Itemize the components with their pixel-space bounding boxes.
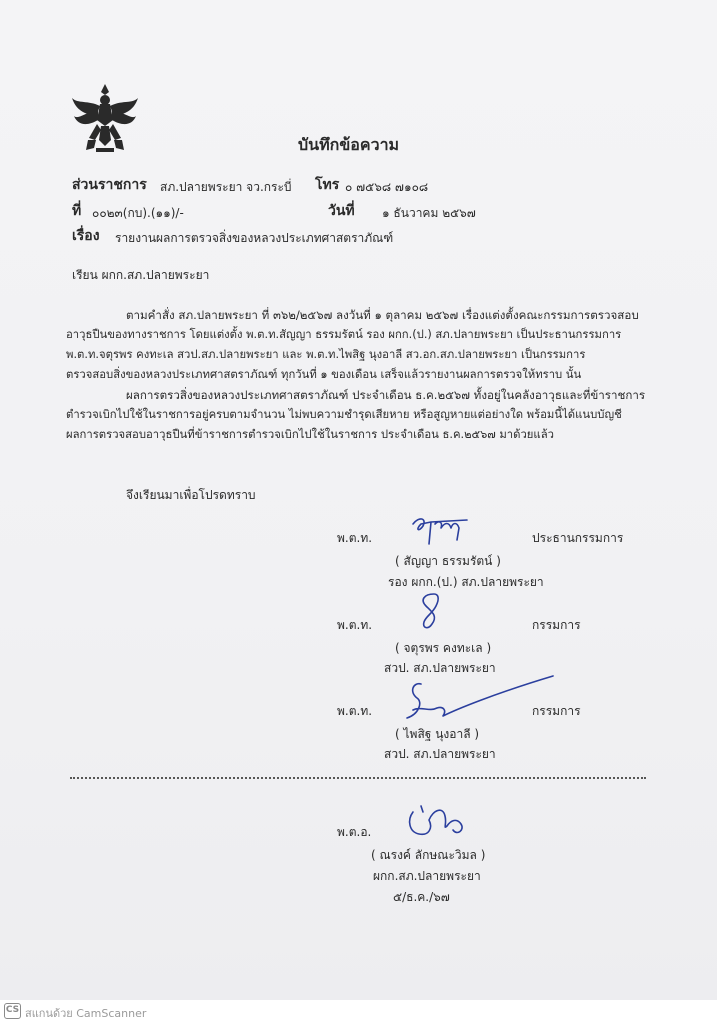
signatory-rank: พ.ต.ท. [337,704,373,718]
subject-label: เรื่อง [72,228,100,244]
ref-value: ๐๐๒๓(กบ).(๑๑)/- [92,206,184,220]
dotted-separator [70,777,646,779]
garuda-emblem-icon [70,80,140,155]
camscanner-watermark: สแกนด้วย CamScanner [25,1007,147,1020]
closing-line: จึงเรียนมาเพื่อโปรดทราบ [126,488,256,502]
signatory-position: รอง ผกก.(ป.) สภ.ปลายพระยา [388,575,544,589]
ref-label: ที่ [72,203,82,219]
salutation: เรียน ผกก.สภ.ปลายพระยา [72,268,210,282]
signatory-name: ( สัญญา ธรรมรัตน์ ) [395,554,501,568]
body-line: อาวุธปืนของทางราชการ โดยแต่งตั้ง พ.ต.ท.สัญญา ธรรมรัตน์ รอง ผกก.(ป.) สภ.ปลายพระยา เป็นประธานกรรมการ [66,328,622,341]
signature-member-2 [393,672,558,730]
signatory-role: กรรมการ [532,704,581,718]
signatory-position: สวป. สภ.ปลายพระยา [384,661,496,675]
approver-name: ( ณรงค์ ลักษณะวิมล ) [371,848,486,862]
agency-value: สภ.ปลายพระยา จว.กระบี่ [160,180,292,194]
signature-chairman [405,510,475,550]
approver-rank: พ.ต.อ. [337,825,372,839]
signatory-rank: พ.ต.ท. [337,531,373,545]
phone-value: ๐ ๗๕๖๘ ๗๑๐๘ [345,180,429,194]
approver-position: ผกก.สภ.ปลายพระยา [373,869,481,883]
signature-approver [403,798,469,842]
subject-value: รายงานผลการตรวจสิ่งของหลวงประเภทศาสตราภัณฑ์ [115,231,394,245]
body-line: ตำรวจเบิกไปใช้ในราชการอยู่ครบตามจำนวน ไม่พบความชำรุดเสียหาย หรือสูญหายแต่อย่างใด พร้อมนี้ได้แนบบัญชี [66,408,622,421]
signatory-role: กรรมการ [532,618,581,632]
camscanner-logo-icon: CS [4,1003,21,1019]
body-line: ตามคำสั่ง สภ.ปลายพระยา ที่ ๓๖๒/๒๕๖๗ ลงวันที่ ๑ ตุลาคม ๒๕๖๗ เรื่องแต่งตั้งคณะกรรมการตรวจสอบ [126,308,639,322]
body-line: พ.ต.ท.จตุรพร คงทะเล สวป.สภ.ปลายพระยา และ พ.ต.ท.ไพสิฐ นุงอาลี สว.อก.สภ.ปลายพระยา เป็นกรรมการ [66,348,586,361]
signatory-position: สวป. สภ.ปลายพระยา [384,747,496,761]
body-line: ผลการตรวสิ่งของหลวงประเภทศาสตราภัณฑ์ ประจำเดือน ธ.ค.๒๕๖๗ ทั้งอยู่ในคลังอาวุธและที่ข้าราชการ [126,388,646,402]
date-label: วันที่ [328,203,355,219]
agency-label: ส่วนราชการ [72,177,147,193]
signature-member-1 [410,590,450,638]
date-value: ๑ ธันวาคม ๒๕๖๗ [382,206,476,220]
signatory-rank: พ.ต.ท. [337,618,373,632]
body-line: ตรวจสอบสิ่งของหลวงประเภทศาสตราภัณฑ์ ทุกวันที่ ๑ ของเดือน เสร็จแล้วรายงานผลการตรวจให้ทราบ นั้น [66,368,582,381]
phone-label: โทร [315,177,340,193]
body-line: ผลการตรวจสอบอาวุธปืนที่ข้าราชการตำรวจเบิกไปใช้ในราชการ ประจำเดือน ธ.ค.๒๕๖๗ มาด้วยแล้ว [66,428,554,441]
signatory-name: ( จตุรพร คงทะเล ) [395,641,492,655]
approver-date: ๕/ธ.ค./๖๗ [393,890,450,904]
signatory-role: ประธานกรรมการ [532,531,624,545]
memo-title: บันทึกข้อความ [298,135,400,154]
signatory-name: ( ไพสิฐ นุงอาลี ) [395,727,480,741]
